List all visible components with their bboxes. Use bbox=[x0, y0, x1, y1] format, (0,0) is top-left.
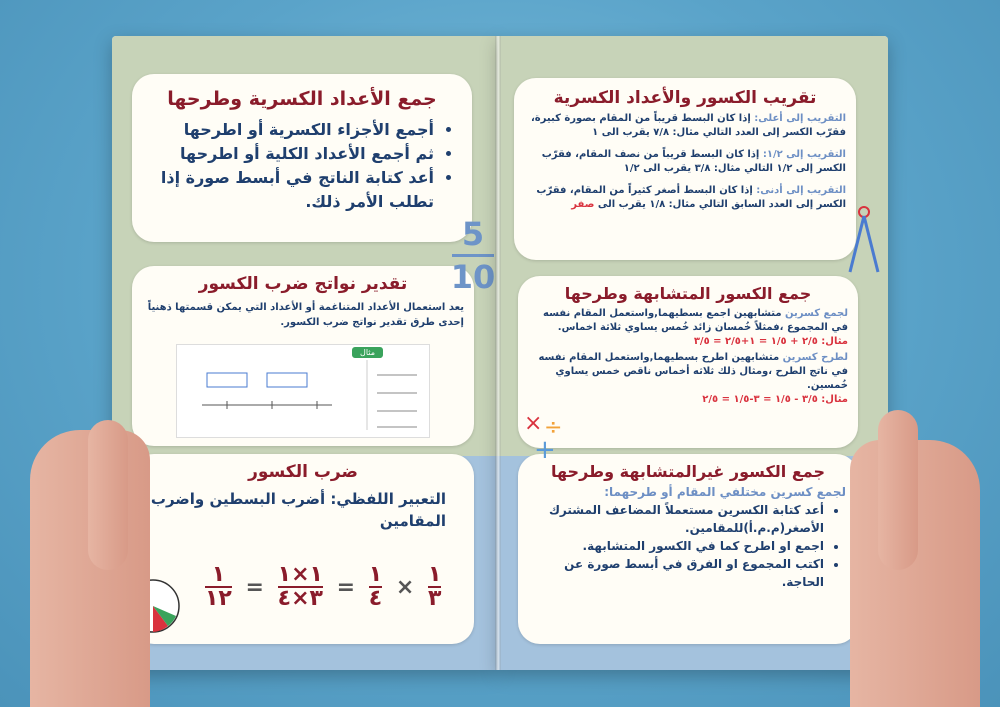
fraction: ١ ٤ bbox=[368, 562, 383, 611]
steps-list bbox=[530, 501, 846, 591]
list-item: • أجمع الأجزاء الكسرية أو اطرحها bbox=[148, 118, 434, 142]
brochure bbox=[112, 36, 888, 670]
rounding-card bbox=[514, 78, 856, 260]
fraction: ١ ٣ bbox=[427, 562, 442, 611]
estimate-product-card bbox=[132, 266, 474, 446]
rounding-down bbox=[524, 184, 846, 212]
sub-rule bbox=[528, 351, 848, 393]
svg-text:÷: ÷ bbox=[544, 415, 563, 440]
list-item: • أعد كتابة الناتج في أبسط صورة إذا تطلب الأمر ذلك. bbox=[148, 166, 434, 214]
text: متشابهين اجمع بسطيهما,واستعمل المقام نفسه في المجموع ،فمثلاً خُمسان زائد خُمس يساوي ثلاثة اخماس. bbox=[543, 308, 848, 333]
steps-list bbox=[148, 118, 456, 214]
decor-denominator: 10 bbox=[450, 258, 496, 296]
text: إذا كان البسط أصغر كثيراً من المقام، فقرّب الكسر إلى العدد السابق التالي مثال: ١/٨ يقرب الى bbox=[536, 185, 846, 210]
list-item: • اكتب المجموع او الفرق في أبسط صورة عن الحاجة. bbox=[530, 555, 824, 591]
multiply-example bbox=[202, 564, 444, 610]
list-item: • اجمع او اطرح كما في الكسور المتشابهة. bbox=[530, 537, 824, 555]
card-body: التعبير اللفظي: أضرب البسطين واضرب المقامين bbox=[150, 490, 446, 530]
unlike-fractions-card bbox=[518, 454, 858, 644]
times-sign: × bbox=[395, 574, 415, 600]
fraction: ١×١ ٣×٤ bbox=[277, 562, 323, 611]
card-title: تقريب الكسور والأعداد الكسرية bbox=[553, 88, 817, 108]
math: ٣/٥ - ١/٥ = ٣-١/٥ = ٢/٥ bbox=[702, 394, 818, 405]
text: إذا كان البسط قريباً من المقام بصورة كبيرة، فقرّب الكسر إلى العدد التالي مثال: ٧/٨ يقرب الى ١ bbox=[530, 113, 846, 138]
math-operators-icon bbox=[522, 408, 566, 464]
text: إذا كان البسط قريباً من نصف المقام، فقرّب الكسر إلى ١/٢ التالي مثال: ٣/٨ يقرب الى ١/٢ bbox=[541, 149, 846, 174]
text: متشابهين اطرح بسطيهما,واستعمل المقام نفسه في ناتج الطرح ،ومثال ذلك ثلاثه أخماس ناقص خمس يساوي خُمسين. bbox=[538, 352, 848, 391]
svg-text:×: × bbox=[524, 411, 543, 436]
card-subtitle: لجمع كسرين مختلفي المقام أو طرحهما: bbox=[604, 485, 846, 499]
equals-sign: = bbox=[336, 574, 356, 600]
sub-example bbox=[528, 393, 848, 407]
pie-chart-icon bbox=[148, 576, 188, 636]
label: مثال: bbox=[821, 394, 848, 405]
label: لطرح كسرين bbox=[782, 352, 848, 363]
rounding-half bbox=[524, 148, 846, 176]
decor-numerator: 5 bbox=[461, 215, 485, 253]
svg-text:+: + bbox=[534, 435, 556, 464]
left-thumb bbox=[88, 420, 128, 570]
card-title: تقدير نواتج ضرب الكسور bbox=[198, 274, 408, 294]
math: ٢/٥ + ١/٥ = ١+٢/٥ = ٣/٥ bbox=[693, 336, 818, 347]
decor-bar bbox=[452, 254, 494, 257]
add-example bbox=[528, 335, 848, 349]
fraction-decoration bbox=[448, 216, 498, 295]
number-line-diagram bbox=[177, 345, 429, 437]
rounding-up bbox=[524, 112, 846, 140]
label: التقريب إلى أدنى: bbox=[756, 185, 846, 196]
label: التقريب إلى أعلى: bbox=[754, 113, 846, 124]
fraction: ١ ١٢ bbox=[205, 562, 232, 611]
label: التقريب إلى ١/٢: bbox=[762, 149, 846, 160]
card-title: جمع الكسور المتشابهة وطرحها bbox=[564, 284, 812, 303]
card-body: يعد استعمال الأعداد المتناغمة أو الأعداد التي يمكن قسمتها ذهنياً إحدى طرق تقدير نواتج ضرب الكسور. bbox=[147, 302, 464, 328]
add-rule bbox=[528, 307, 848, 335]
label: مثال: bbox=[821, 336, 848, 347]
example-image bbox=[176, 344, 430, 438]
equals-sign: = bbox=[245, 574, 264, 600]
page-fold bbox=[495, 36, 501, 670]
left-page bbox=[112, 36, 498, 670]
label: لجمع كسرين bbox=[785, 308, 848, 319]
compass-icon bbox=[842, 204, 886, 276]
card-title: جمع الأعداد الكسرية وطرحها bbox=[167, 88, 437, 110]
card-title: ضرب الكسور bbox=[248, 462, 358, 482]
like-fractions-card bbox=[518, 276, 858, 448]
list-item: • ثم أجمع الأعداد الكلية أو اطرحها bbox=[148, 142, 434, 166]
example-badge: مثال bbox=[352, 347, 383, 358]
result: صفر bbox=[571, 199, 595, 210]
card-title: جمع الكسور غيرالمتشابهة وطرحها bbox=[550, 462, 825, 481]
add-sub-mixed-card bbox=[132, 74, 472, 242]
list-item: • أعد كتابة الكسرين مستعملاً المضاعف المشترك الأصغر(م.م.أ)للمقامين. bbox=[530, 501, 824, 537]
right-page bbox=[498, 36, 888, 670]
right-thumb bbox=[878, 410, 918, 570]
